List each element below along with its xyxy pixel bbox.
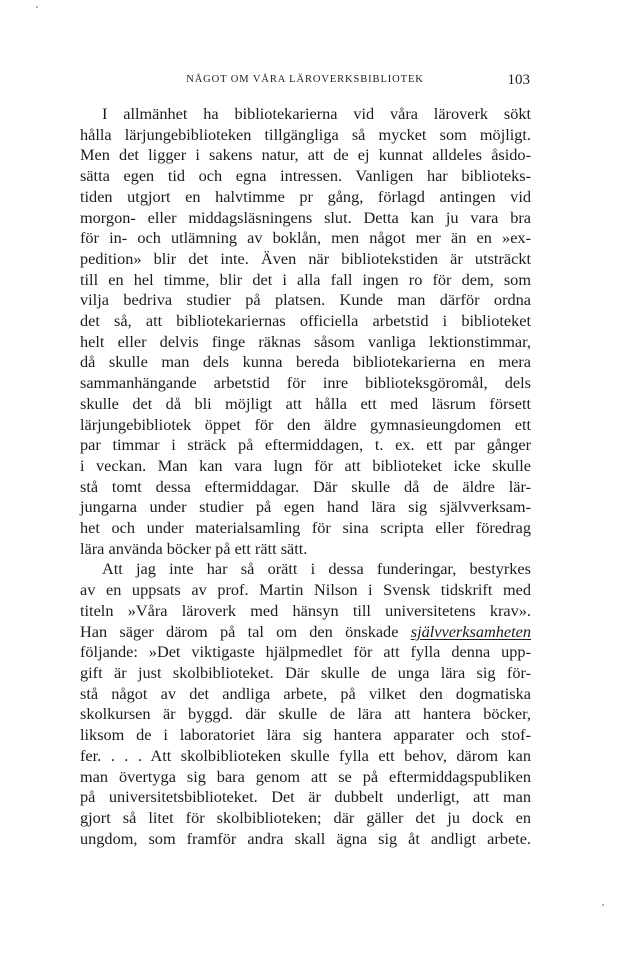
text-line: fer. . . . Att skolbiblioteken skulle fylla ett behov, därom kan <box>80 745 531 765</box>
text-line: sätta egen tid och egna intressen. Vanligen har biblioteks- <box>80 166 531 186</box>
running-title: NÅGOT OM VÅRA LÄROVERKSBIBLIOTEK <box>186 74 424 85</box>
text-line: sammanhängande arbetstid för inre biblioteksgöromål, dels <box>80 373 531 393</box>
text-line: titeln »Våra läroverk med hänsyn till universitetens krav». <box>80 600 531 620</box>
text-line: stå något av det andliga arbete, på vilket den dogmatiska <box>80 683 531 703</box>
text-line: det så, att bibliotekariernas officiella arbetstid i biblioteket <box>80 311 531 331</box>
text-line: pedition» blir det inte. Även när bibliotekstiden är utsträckt <box>80 248 531 268</box>
text-line: Men det ligger i sakens natur, att de ej kunnat alldeles åsido- <box>80 145 531 165</box>
text-line: på universitetsbiblioteket. Det är dubbelt underligt, att man <box>80 787 531 807</box>
text-line-with-emphasis <box>80 622 531 643</box>
text-line: Att jag inte har så orätt i dessa funderingar, bestyrkes <box>102 559 531 579</box>
text-line: par timmar i sträck på eftermiddagen, t. ex. ett par gånger <box>80 435 531 455</box>
running-header <box>80 72 530 92</box>
text-line: lärjungebibliotek öppet för den äldre gymnasieungdomen ett <box>80 414 531 434</box>
text-line: jungarna under studier på egen hand lära sig självverksam- <box>80 497 531 517</box>
text-line: liksom de i laboratoriet lära sig hantera apparater och stof- <box>80 725 531 745</box>
text-line: vilja bedriva studier på platsen. Kunde man därför ordna <box>80 290 531 310</box>
paper-speck <box>36 6 38 8</box>
text-line: het och under materialsamling för sina scripta eller föredrag <box>80 518 531 538</box>
text-line: av en uppsats av prof. Martin Nilson i Svensk tidskrift med <box>80 580 531 600</box>
text-line: ungdom, som framför andra skall ägna sig åt andligt arbete. <box>80 828 531 848</box>
text-line-prefix: Han säger därom på tal om den önskade <box>80 621 399 641</box>
text-line: gjort så litet för skolbiblioteken; där gäller det ju dock en <box>80 807 531 827</box>
text-line: skulle det då bli möjligt att hålla ett med läsrum försett <box>80 393 531 413</box>
paper-speck <box>602 904 604 906</box>
text-line: i veckan. Man kan vara lugn för att biblioteket icke skulle <box>80 455 531 475</box>
body-text <box>80 104 531 849</box>
text-line: hålla lärjungebiblioteken tillgängliga så mycket som möjligt. <box>80 124 531 144</box>
text-line: morgon- eller middagsläsningens slut. Detta kan ju vara bra <box>80 207 531 227</box>
text-line: följande: »Det viktigaste hjälpmedlet för att fylla denna upp- <box>80 642 531 662</box>
paragraph-end-line: lära använda böcker på ett rätt sätt. <box>80 538 308 558</box>
text-line: skolkursen är byggd. där skulle de lära att hantera böcker, <box>80 704 531 724</box>
text-line: då skulle man dels kunna bereda bibliotekarierna en mera <box>80 352 531 372</box>
text-line: tiden utgjort en halvtimme pr gång, förlagd antingen vid <box>80 186 531 206</box>
text-line: I allmänhet ha bibliotekarierna vid våra läroverk sökt <box>102 104 531 123</box>
text-line: helt eller delvis finge räknas såsom vanliga lektionstimmar, <box>80 331 531 351</box>
text-line: för in- och utlämning av boklån, men något mer än en »ex- <box>80 228 531 248</box>
text-line: stå tomt dessa eftermiddagar. Där skulle då de äldre lär- <box>80 476 531 496</box>
emphasized-term: självverksamheten <box>410 621 531 641</box>
page-number: 103 <box>507 72 530 88</box>
text-line: till en hel timme, blir det i alla fall ingen ro för dem, som <box>80 269 531 289</box>
text-line: gift är just skolbiblioteket. Där skulle de unga lära sig för- <box>80 662 531 682</box>
text-line: man övertyga sig bara genom att se på eftermiddagspubliken <box>80 766 531 786</box>
